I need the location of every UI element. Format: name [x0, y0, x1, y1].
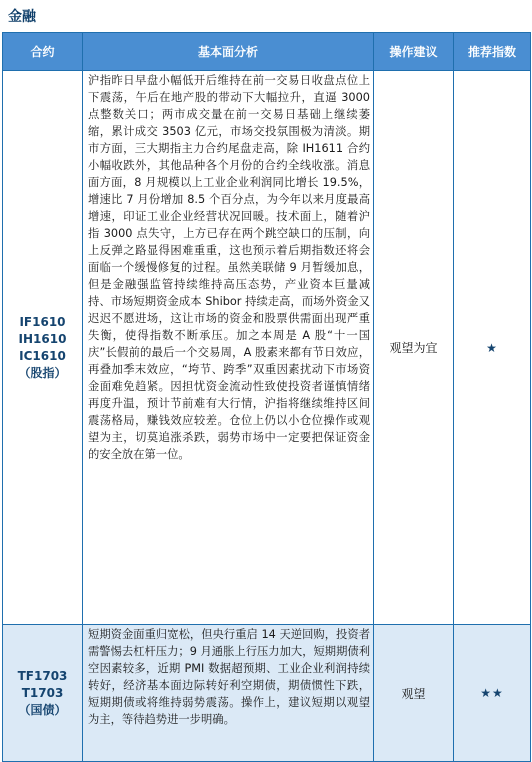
contract-code: IH1610 [18, 331, 67, 346]
table-header-row [3, 33, 531, 71]
table-row-treasury-bond [3, 625, 531, 762]
header-fundamental-analysis: 基本面分析 [83, 33, 374, 71]
analysis-text: 短期资金面重归宽松，但央行重启 14 天逆回购，投资者需警惕去杠杆压力；9 月通胀上行压力加大，短期期债利空因素较多，近期 PMI 数据超预期、工业企业利润持续转好，经济基本面边际转好利空期债，期债惯性下跌，短期期债或将维持弱势震荡。操作上，建议短期以观望为主，等待趋势进一步明确。 [83, 625, 374, 762]
contract-code: IC1610 [19, 348, 66, 363]
contract-cell [3, 71, 83, 625]
futures-analysis-table [2, 32, 531, 762]
header-contract: 合约 [3, 33, 83, 71]
rating-stars: ★ [454, 71, 531, 625]
contract-code: T1703 [21, 685, 64, 700]
table-row-stock-index [3, 71, 531, 625]
rating-stars: ★★ [454, 625, 531, 762]
section-title: 金融 [8, 9, 36, 25]
contract-category: （国债） [18, 702, 67, 717]
header-operation-advice: 操作建议 [374, 33, 454, 71]
analysis-text: 沪指昨日早盘小幅低开后维持在前一交易日收盘点位上下震荡，午后在地产股的带动下大幅拉升，直逼 3000 点整数关口；两市成交量在前一交易日基础上继续萎缩，累计成交 3503 亿元，市场交投氛围极为清淡。期市方面，三大期指主力合约尾盘走高，除 IH1611 合约小幅收跌外，其他品种各个月份的合约全线收涨。消息面方面，8 月规模以上工业企业利润同比增长 19.5%，增速比 7 月份增加 8.5 个百分点，为今年以来月度最高增速，印证工业企业经营状况回暖。技术面上，随着沪指 3000 点失守，上方已存在两个跳空缺口的压制，向上反弹之路显得困难重重，这也预示着后期指数还将会面临一个缓慢修复的过程。虽然美联储 9 月暂缓加息，但是金融强监管持续维持高压态势，产业资本巨量减持、市场短期资金成本 Shibor 持续走高，而场外资金又迟迟不愿进场，这让市场的资金和股票供需面出现严重失衡，使得指数不断承压。加之本周是 A 股“十一国庆”长假前的最后一个交易周，A 股素来都有节日效应，再叠加季末效应，“垮节、跨季”双重因素扰动下市场资金面难免趋紧。因担忧资金流动性致使投资者谨慎情绪再度升温，预计节前难有大行情，沪指将继续维持区间震荡格局，赚钱效应较差。仓位上仍以小仓位操作或观望为主，切莫追涨杀跌，弱势市场中一定要把保证资金的安全放在第一位。 [83, 71, 374, 625]
contract-code: IF1610 [19, 314, 66, 329]
advice-text: 观望为宜 [374, 71, 454, 625]
header-recommendation-index: 推荐指数 [454, 33, 531, 71]
advice-text: 观望 [374, 625, 454, 762]
contract-cell [3, 625, 83, 762]
contract-code: TF1703 [17, 668, 68, 683]
contract-category: （股指） [18, 365, 67, 380]
